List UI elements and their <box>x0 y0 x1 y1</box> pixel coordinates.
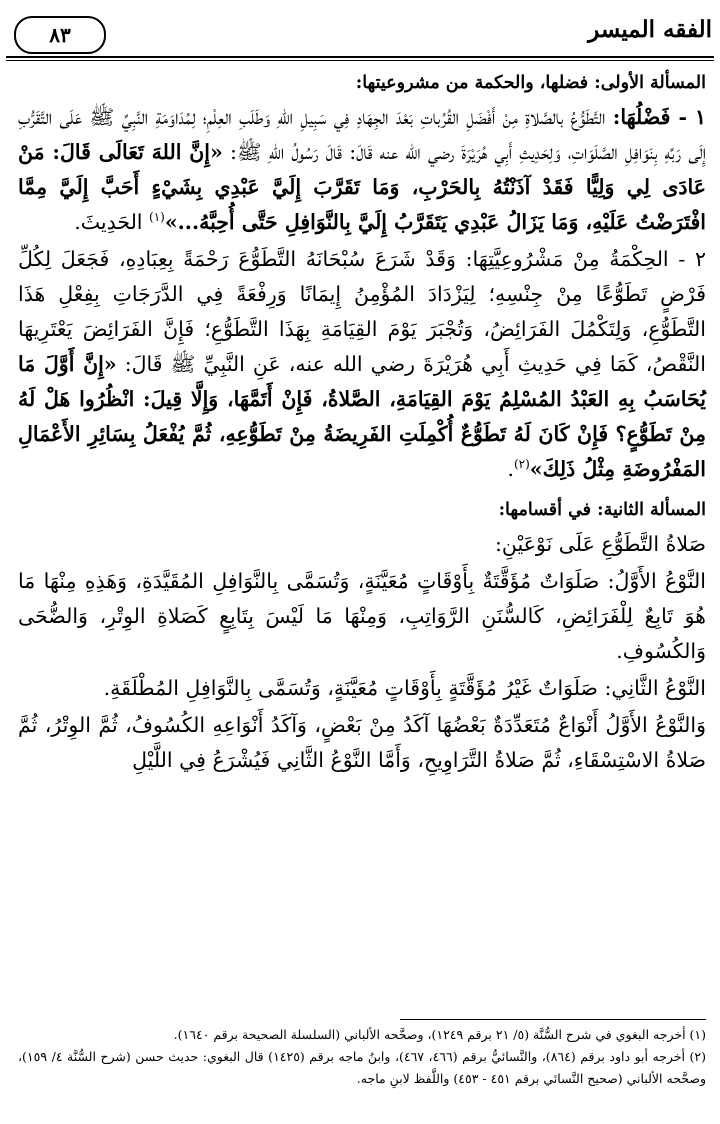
header-rule <box>6 56 714 58</box>
footnote-ref-1: (١) <box>149 210 165 225</box>
section-heading-1: المسألة الأولى: فضلها، والحكمة من مشروعيتها: <box>355 73 706 93</box>
paragraph-closing: وَالنَّوْعُ الأَوَّلُ أَنْوَاعٌ مُتَعَدِّدَةٌ بَعْضُهَا آكَدُ مِنْ بَعْضٍ، وَآكَدُ أَنْوَاعِهِ الكُسُوفُ، ثُمَّ الوِتْرُ، ثُمَّ صَلاةُ الاسْتِسْقَاءِ، ثُمَّ صَلاةُ التَّرَاوِيحِ، وَأَمَّا النَّوْعُ الثَّانِي فَيُشْرَعُ فِي اللَّيْلِ <box>18 713 706 772</box>
book-title: الفقه الميسر <box>588 16 712 43</box>
footnote-1: (١) أخرجه البغوي في شرح السُّنَّة (٥/ ٢١ برقم ١٢٤٩)، وصحَّحه الألباني (السلسلة الصحيحة برقم ١٦٤٠). <box>173 1027 706 1042</box>
hadith-quote: «إِنَّ اللهَ تَعَالَى قَالَ: مَنْ عَادَى لِي وَلِيًّا فَقَدْ آذَنْتُهُ بِالحَرْبِ، وَمَا تَقَرَّبَ إِلَيَّ عَبْدِي بِشَيْءٍ أَحَبَّ إِلَيَّ مِمَّا افْتَرَضْتُ عَلَيْهِ، وَمَا يَزَالُ عَبْدِي يَتَقَرَّبُ إِلَيَّ بِالنَّوَافِلِ حَتَّى أُحِبَّهُ...» <box>18 140 706 234</box>
main-text <box>18 66 706 778</box>
page-header <box>0 0 720 56</box>
paragraph-lead: ٢ - الحِكْمَةُ مِنْ مَشْرُوعِيَّتِهَا: <box>465 247 706 271</box>
paragraph-wisdom <box>18 242 706 487</box>
paragraph-lead: ١ - فَضْلُهَا: <box>612 105 706 129</box>
page-number-badge <box>14 16 106 54</box>
paragraph-intro: صَلاةُ التَّطَوُّعِ عَلَى نَوْعَيْنِ: <box>494 532 706 556</box>
footnote-ref-2: (٢) <box>513 457 530 472</box>
footnote-separator <box>400 1019 706 1020</box>
paragraph-type-two: النَّوْعُ الثَّانِي: صَلَوَاتٌ غَيْرُ مُؤَقَّتَةٍ بِأَوْقَاتٍ مُعَيَّنَةٍ، وَتُسَمَّى بِالنَّوَافِلِ المُطْلَقَةِ. <box>103 676 706 700</box>
paragraph-type-one: النَّوْعُ الأَوَّلُ: صَلَوَاتٌ مُؤَقَّتَةٌ بِأَوْقَاتٍ مُعَيَّنَةٍ، وَتُسَمَّى بِالنَّوَافِلِ المُقَيَّدَةِ، وَهَذِهِ مِنْهَا مَا هُوَ تَابِعٌ لِلْفَرَائِضِ، كَالسُّنَنِ الرَّوَاتِبِ، وَمِنْهَا مَا لَيْسَ بِتَابِعٍ كَصَلاةِ الوِتْرِ، وَالضُّحَى وَالكُسُوفِ. <box>18 569 706 663</box>
section-heading-2: المسألة الثانية: في أقسامها: <box>498 500 706 520</box>
footnote-2: (٢) أخرجه أبو داود برقم (٨٦٤)، والنَّسائيُّ برقم (٤٦٦، ٤٦٧)، وابنُ ماجه برقم (١٤٢٥) قال البغوي: حديث حسن (شرح السُّنَّة ٤/ ١٥٩)، وصحَّحه الألباني (صحيح النَّسائي برقم ٤٥١ - ٤٥٣) واللَّفظ لابنِ ماجه. <box>18 1049 707 1086</box>
page-number: ٨٣ <box>49 23 71 47</box>
footnotes <box>18 1024 706 1090</box>
header-rule-thin <box>6 60 714 61</box>
hadith-quote: «إِنَّ أَوَّلَ مَا يُحَاسَبُ بِهِ العَبْدُ المُسْلِمُ يَوْمَ القِيَامَةِ، الصَّلاةُ، فَإِنْ أَتَمَّهَا، وَإِلَّا قِيلَ: انْظُرُوا هَلْ لَهُ مِنْ تَطَوُّعٍ؟ فَإِنْ كَانَ لَهُ تَطَوُّعٌ أُكْمِلَتِ الفَرِيضَةُ مِنْ تَطَوُّعِهِ، ثُمَّ يُفْعَلُ بِسَائِرِ الأَعْمَالِ المَفْرُوضَةِ مِثْلُ ذَلِكَ» <box>18 352 706 481</box>
paragraph-tail: . <box>507 457 514 481</box>
paragraph-text: التَّطَوُّعُ بالصَّلاةِ مِنْ أَفْضَلِ القُرُباتِ بَعْدَ الجِهَادِ فِي سَبِيلِ اللهِ وَطَلَبِ العِلْمِ؛ لِمُدَاوَمَةِ النَّبِيِّ ﷺ عَلَى التَّقَرُّبِ إِلَى رَبِّهِ بِنَوَافِلِ الصَّلَوَاتِ، وَلِحَدِيثِ أَبِي هُرَيْرَةَ رضي الله عنه قَالَ: قَالَ رَسُولُ اللهِ ﷺ: <box>18 105 706 164</box>
paragraph-tail: الحَدِيثَ. <box>74 210 150 234</box>
paragraph-text: وَقَدْ شَرَعَ سُبْحَانَهُ التَّطَوُّعَ رَحْمَةً بِعِبَادِهِ، فَجَعَلَ لِكُلِّ فَرْضٍ تَطَوُّعًا مِنْ جِنْسِهِ؛ لِيَزْدَادَ المُؤْمِنُ إِيمَانًا وَرِفْعَةً فِي الدَّرَجَاتِ بِفِعْلِ هَذَا التَّطَوُّعِ، وَلِتَكْمُلَ الفَرَائِضُ، وَتُجْبَرَ يَوْمَ القِيَامَةِ بِهَذَا التَّطَوُّعِ؛ فَإِنَّ الفَرَائِضَ يَعْتَرِيهَا النَّقْصُ، كَمَا فِي حَدِيثِ أَبِي هُرَيْرَةَ رضي الله عنه، عَنِ النَّبِيِّ ﷺ قَالَ: <box>18 247 706 376</box>
paragraph-virtue <box>18 100 706 240</box>
